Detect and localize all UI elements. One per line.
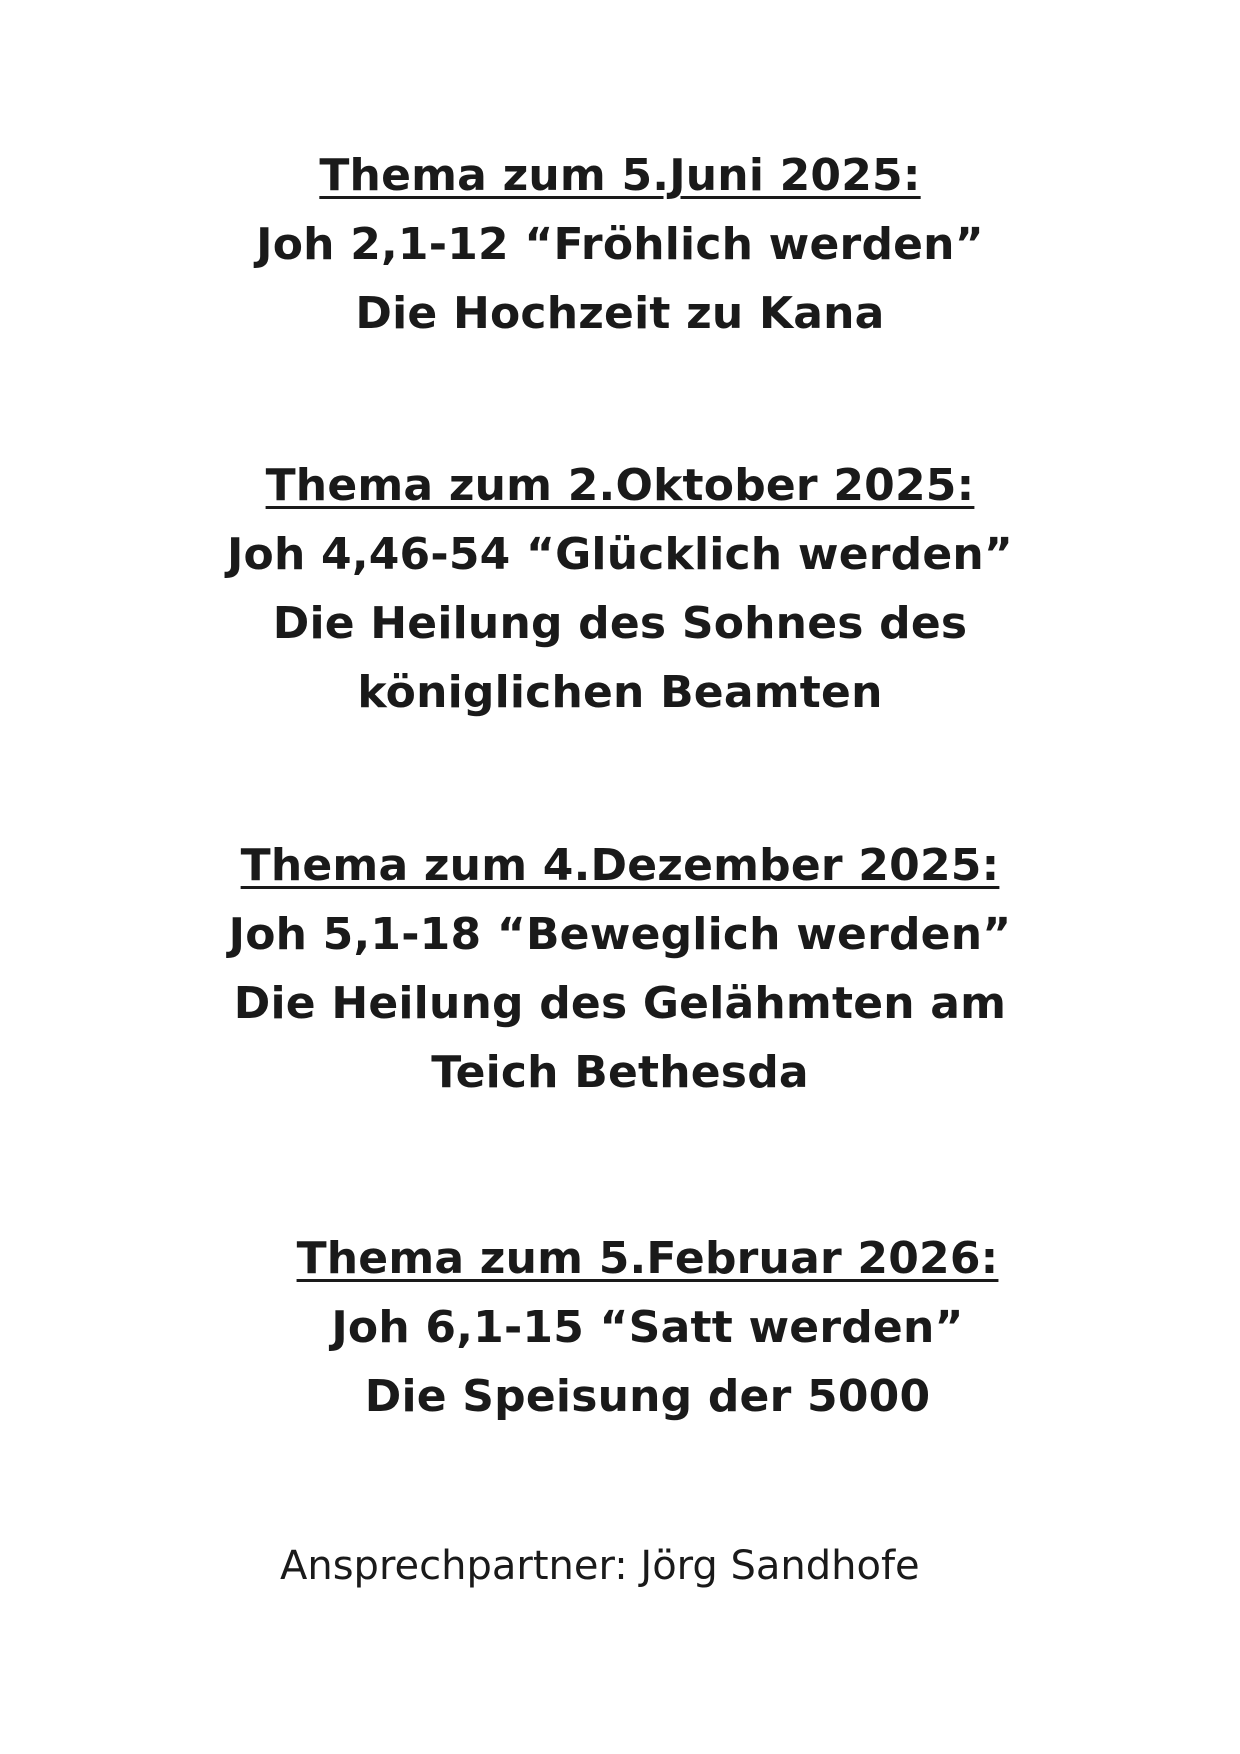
topic-description: Die Speisung der 5000 (364, 1371, 931, 1422)
topic-scripture: Joh 2,1-12 “Fröhlich werden” (256, 219, 984, 270)
topic-block-october (0, 451, 1240, 727)
topic-description: Die Heilung des Gelähmten am (233, 978, 1007, 1029)
topic-description: Die Hochzeit zu Kana (355, 288, 885, 339)
topic-description: Teich Bethesda (431, 1047, 809, 1098)
topic-description: Die Heilung des Sohnes des (272, 598, 968, 649)
topic-heading: Thema zum 5.Juni 2025: (319, 150, 921, 201)
topic-description: königlichen Beamten (357, 667, 883, 718)
topic-heading: Thema zum 4.Dezember 2025: (240, 840, 1000, 891)
topic-scripture: Joh 6,1-15 “Satt werden” (331, 1302, 964, 1353)
topic-scripture: Joh 5,1-18 “Beweglich werden” (228, 909, 1012, 960)
topic-block-december (0, 831, 1240, 1107)
topic-heading: Thema zum 5.Februar 2026: (296, 1233, 999, 1284)
contact-person: Ansprechpartner: Jörg Sandhofe (280, 1543, 920, 1589)
topic-block-february (0, 1224, 1240, 1431)
topic-heading: Thema zum 2.Oktober 2025: (265, 460, 975, 511)
topic-scripture: Joh 4,46-54 “Glücklich werden” (226, 529, 1014, 580)
topic-block-june (0, 141, 1240, 348)
